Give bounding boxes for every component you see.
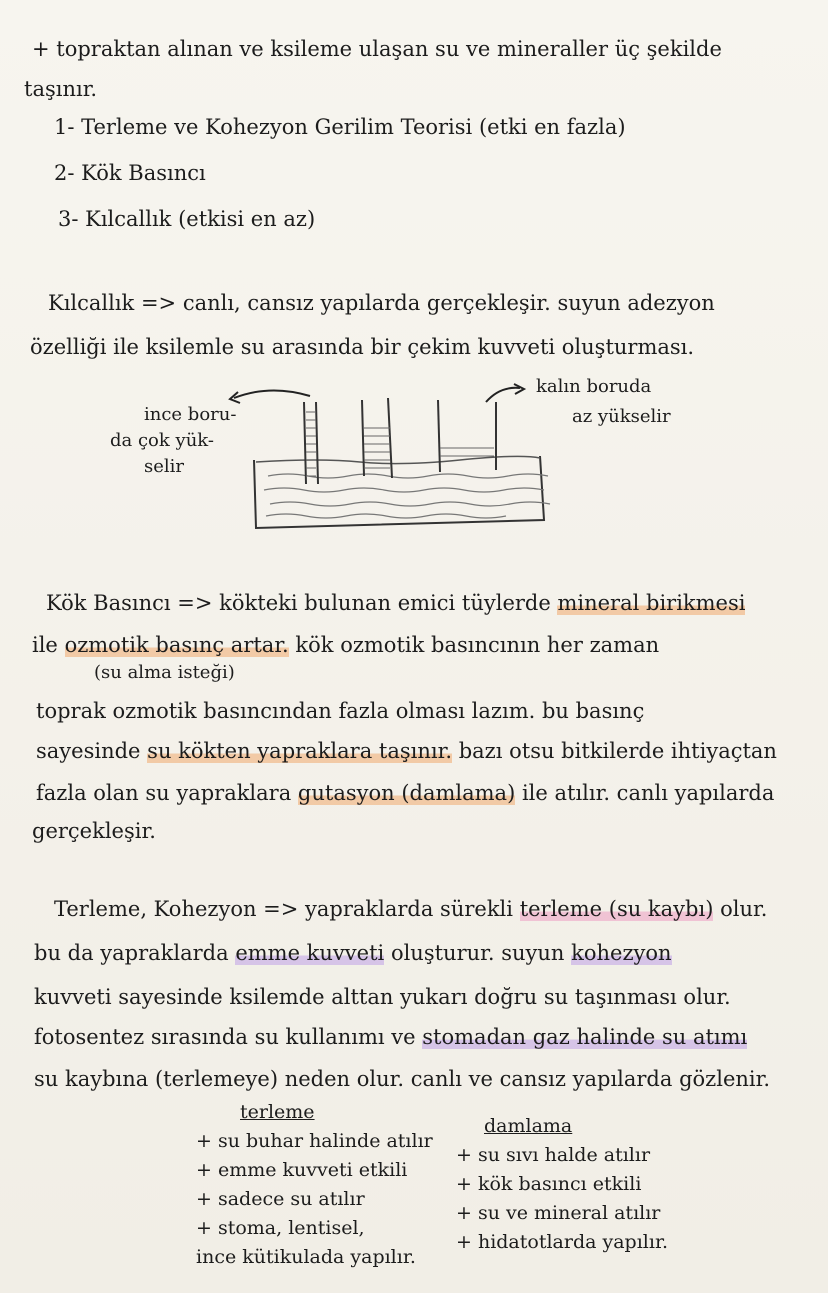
compare-left-title: terleme — [240, 1101, 315, 1123]
terleme-2a: bu da yapraklarda — [34, 941, 229, 965]
kok-basinci-line-2 — [32, 632, 659, 658]
compare-right-item: + hidatotlarda yapılır. — [456, 1231, 668, 1253]
compare-right-item: + kök basıncı etkili — [456, 1173, 642, 1195]
kok-basinci-2b: ozmotik basınç artar. — [64, 633, 289, 657]
intro-line-1: + topraktan alınan ve ksileme ulaşan su ve mineraller üç şekilde — [32, 37, 722, 61]
terleme-1b: terleme (su kaybı) — [519, 897, 714, 921]
diagram-label-left-2: da çok yük- — [110, 430, 214, 451]
kok-basinci-5c: ile atılır. canlı yapılarda — [521, 781, 775, 805]
compare-left-item: ince kütikulada yapılır. — [196, 1246, 416, 1268]
kok-basinci-1a: Kök Basıncı => kökteki bulunan emici tüylerde — [46, 591, 551, 615]
kok-basinci-5a: fazla olan su yapraklara — [36, 781, 292, 805]
terleme-2b: emme kuvveti — [235, 941, 385, 965]
kok-basinci-4c: bazı otsu bitkilerde ihtiyaçtan — [458, 739, 777, 763]
compare-left-item: + sadece su atılır — [196, 1188, 365, 1210]
compare-right-item: + su ve mineral atılır — [456, 1202, 661, 1224]
intro-item-1: 1- Terleme ve Kohezyon Gerilim Teorisi (etki en fazla) — [54, 115, 626, 139]
intro-item-3: 3- Kılcallık (etkisi en az) — [58, 207, 316, 231]
compare-left-item: + su buhar halinde atılır — [196, 1130, 433, 1152]
kok-basinci-2a: ile — [32, 633, 58, 657]
kok-basinci-line-4 — [36, 738, 777, 764]
kok-basinci-note: (su alma isteği) — [94, 662, 235, 683]
terleme-line-1 — [54, 896, 767, 922]
capillary-diagram — [0, 0, 828, 560]
terleme-4b: sırasında su kullanımı ve — [150, 1025, 416, 1049]
kok-basinci-line-5 — [36, 780, 774, 806]
kok-basinci-line-1 — [46, 590, 745, 616]
terleme-4c: stomadan gaz halinde su atımı — [422, 1025, 748, 1049]
kilcallik-line-1: Kılcallık => canlı, cansız yapılarda gerçekleşir. suyun adezyon — [48, 291, 715, 315]
compare-right — [456, 1112, 668, 1257]
compare-right-title: damlama — [484, 1115, 573, 1137]
kok-basinci-2c: kök ozmotik basıncının her zaman — [295, 633, 660, 657]
compare-left-item: + emme kuvveti etkili — [196, 1159, 408, 1181]
diagram-label-left-3: selir — [144, 456, 185, 477]
compare-left-item: + stoma, lentisel, — [196, 1217, 365, 1239]
kok-basinci-line-6: gerçekleşir. — [32, 819, 156, 843]
terleme-line-3: kuvveti sayesinde ksilemde alttan yukarı doğru su taşınması olur. — [34, 985, 731, 1009]
kok-basinci-5b: gutasyon (damlama) — [297, 781, 516, 805]
kok-basinci-4b: su kökten yapraklara taşınır. — [147, 739, 452, 763]
terleme-line-2 — [34, 940, 672, 966]
kok-basinci-line-3: toprak ozmotik basıncından fazla olması lazım. bu basınç — [36, 699, 645, 723]
diagram-label-right-2: az yükselir — [572, 406, 671, 427]
kok-basinci-1b: mineral birikmesi — [557, 591, 746, 615]
diagram-label-left-1: ince boru- — [144, 404, 237, 425]
kok-basinci-4a: sayesinde — [36, 739, 141, 763]
compare-left — [196, 1098, 433, 1272]
terleme-2d: kohezyon — [571, 941, 672, 965]
terleme-2c: oluşturur. suyun — [390, 941, 565, 965]
terleme-line-5: su kaybına (terlemeye) neden olur. canlı ve cansız yapılarda gözlenir. — [34, 1067, 771, 1091]
kilcallik-line-2: özelliği ile ksilemle su arasında bir çekim kuvveti oluşturması. — [30, 335, 695, 359]
terleme-4a: fotosentez — [34, 1025, 145, 1049]
diagram-label-right-1: kalın boruda — [536, 376, 652, 397]
terleme-1a: Terleme, Kohezyon => yapraklarda sürekli — [54, 897, 513, 921]
intro-line-2: taşınır. — [24, 77, 98, 101]
compare-right-item: + su sıvı halde atılır — [456, 1144, 651, 1166]
terleme-1c: olur. — [720, 897, 768, 921]
intro-item-2: 2- Kök Basıncı — [54, 161, 206, 185]
terleme-line-4 — [34, 1024, 747, 1050]
